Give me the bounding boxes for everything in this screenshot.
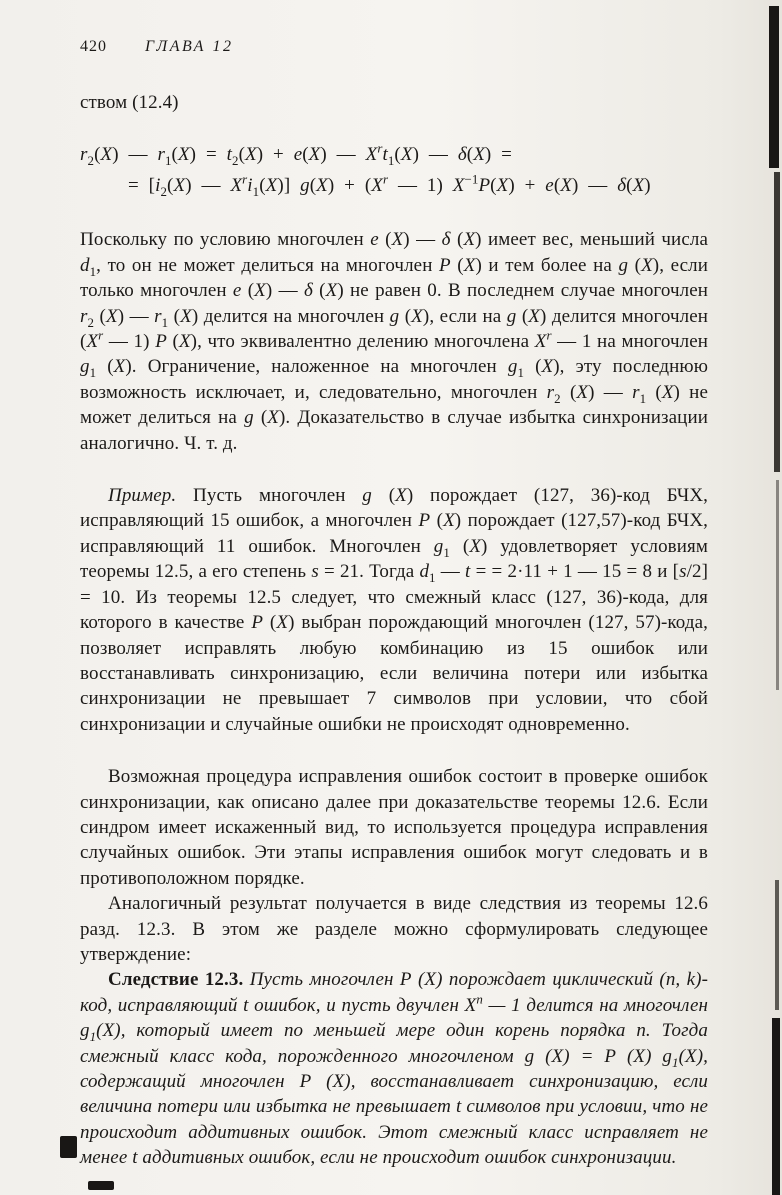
scan-artifact-right-low	[775, 880, 779, 1010]
paragraph-corollary-intro: Аналогичный результат получается в виде следствия из теоремы 12.6 разд. 12.3. В этом же разделе можно сформулировать следующее утверждение:	[80, 893, 708, 965]
paragraph-proof: Поскольку по условию многочлен e (X) — δ (X) имеет вес, меньший числа $d_1$, то он не может делиться на многочлен P (X) и тем более на g (X), если только многочлен e (X) — δ (X) не равен 0. В последнем случае многочлен $r_2$ (X) — $r_1$ (X) делится на многочлен g (X), если на g (X) делится многочлен ($X^r$ — 1) P (X), что эквивалентно делению многочлена $X^r$ — 1 на многочлен $g_1$ (X). Ограничение, наложенное на многочлен $g_1$ (X), эту последнюю возможность исключает, и, следовательно, многочлен $r_2$ (X) — $r_1$ (X) не может делиться на g (X). Доказательство в случае избытка синхронизации аналогично. Ч. т. д.	[80, 229, 709, 454]
text-column	[80, 90, 708, 1171]
equation-line-2: = [$i_2(X)$ — $X^ri_1(X)$] $g(X) + (X^r$ — 1) $X^{-1}P(X) + e(X)$ — δ(X)	[128, 172, 651, 200]
equation-block	[80, 139, 708, 201]
paragraph-corollary: Следствие 12.3. Пусть многочлен P (X) порождает циклический (n, k)-код, исправляющий t ошибок, и пусть двучлен $X^n$ — 1 делится на многочлен $g_1(X)$, который имеет по меньшей мере один корень порядка n. Тогда смежный класс кода, порожденного многочленом g (X) = P (X) $g_1(X)$, содержащий многочлен P (X), восстанавливает синхронизацию, если величина потери или избытка не превышает t символов при условии, что не происходит аддитивных ошибок. Этот смежный класс исправляет не менее t аддитивных ошибок, если не происходит ошибок синхронизации.	[80, 969, 709, 1169]
page-number: 420	[80, 38, 107, 55]
equation-line-1: $r_2(X)$ — $r_1(X) = t_2(X) + e(X)$ — $X^rt_1(X)$ — δ(X) =	[80, 141, 512, 169]
scan-artifact-bottom-left	[60, 1136, 77, 1158]
paragraph-example: Пример. Пусть многочлен g (X) порождает (127, 36)-код БЧХ, исправляющий 15 ошибок, а многочлен P (X) порождает (127,57)-код БЧХ, исправляющий 11 ошибок. Многочлен $g_1$ (X) удовлетворяет условиям теоремы 12.5, а его степень s = 21. Тогда $d_1$ — t = = 2·11 + 1 — 15 = 8 и [s/2] = 10. Из теоремы 12.5 следует, что смежный класс (127, 36)-кода, для которого в качестве P (X) выбран порождающий многочлен (127, 57)-кода, позволяет исправлять любую комбинацию из 15 ошибок или восстанавливать синхронизацию, если величина потери или избытка синхронизации не превышает 7 символов при условии, что сбой синхронизации и случайные ошибки не происходят одновременно.	[80, 485, 708, 735]
scan-artifact-bottom-dash	[88, 1181, 114, 1190]
scan-artifact-right-bottom	[772, 1018, 780, 1195]
paragraph-procedure: Возможная процедура исправления ошибок состоит в проверке ошибок синхронизации, как описано далее при доказательстве теоремы 12.6. Если синдром имеет искаженный вид, то используется процедура исправления случайных ошибок. Эти этапы исправления ошибок могут следовать и в противоположном порядке.	[80, 766, 708, 889]
lead-fragment: ством (12.4)	[80, 92, 179, 113]
chapter-title: ГЛАВА 12	[145, 38, 234, 55]
scan-artifact-right-mid	[774, 172, 780, 472]
scan-artifact-right-top	[769, 6, 779, 168]
page-header	[80, 38, 702, 56]
scan-artifact-right-faint	[776, 480, 779, 690]
